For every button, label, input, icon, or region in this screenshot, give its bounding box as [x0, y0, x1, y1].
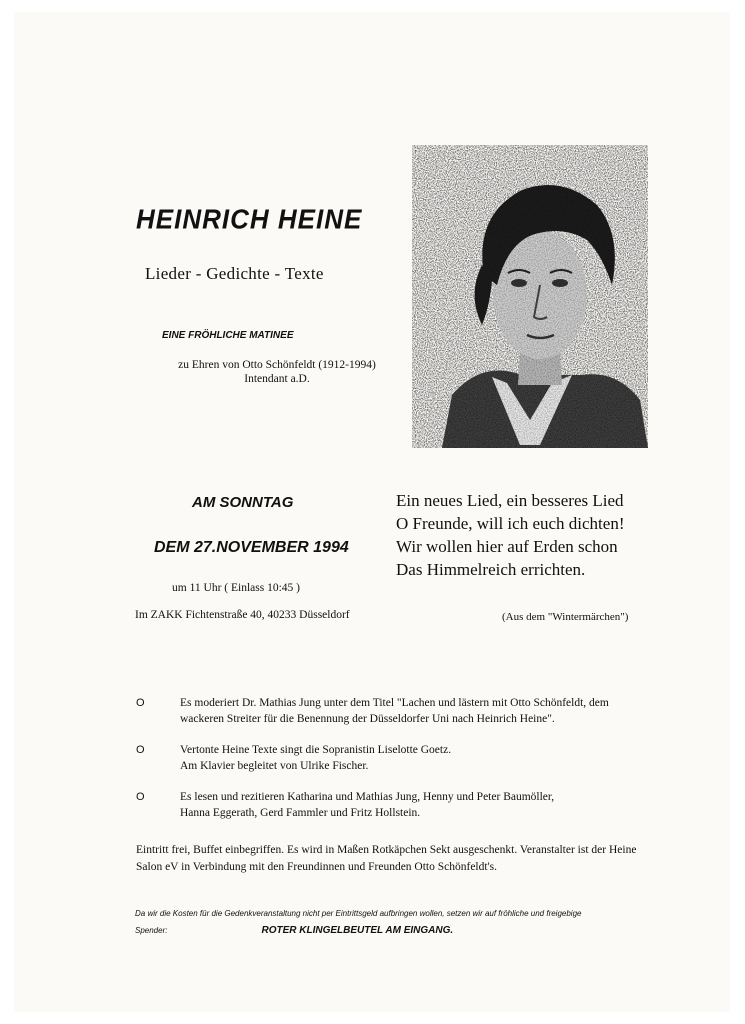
list-item-line: Vertonte Heine Texte singt die Sopranistin Liselotte Goetz.: [180, 744, 452, 756]
bullet-circle-icon: O: [136, 791, 145, 803]
flyer-page: [14, 12, 730, 1012]
poem-line: Das Himmelreich errichten.: [396, 560, 586, 579]
list-item-line: Es lesen und rezitieren Katharina und Mathias Jung, Henny und Peter Baumöller,: [180, 791, 555, 803]
list-item: [136, 742, 636, 774]
list-item-line: wackeren Streiter für die Benennung der Düsseldorfer Uni nach Heinrich Heine".: [180, 713, 555, 725]
event-date: DEM 27.NOVEMBER 1994: [154, 539, 349, 556]
entry-info: [136, 842, 676, 876]
donation-line-1: Da wir die Kosten für die Gedenkveranstaltung nicht per Eintrittsgeld aufbringen wollen, setzen wir auf fröhliche und freigebige: [135, 909, 582, 918]
donation-box-note: ROTER KLINGELBEUTEL AM EINGANG.: [261, 925, 454, 936]
heine-portrait-icon: [412, 145, 648, 448]
event-time: um 11 Uhr ( Einlass 10:45 ): [172, 582, 300, 594]
poem-line: O Freunde, will ich euch dichten!: [396, 514, 625, 533]
list-item-line: Hanna Eggerath, Gerd Fammler und Fritz Hollstein.: [180, 807, 421, 819]
honor-line-2: Intendant a.D.: [244, 373, 310, 385]
bullet-circle-icon: O: [136, 744, 145, 756]
event-label: EINE FRÖHLICHE MATINEE: [162, 330, 294, 341]
poem-line: Ein neues Lied, ein besseres Lied: [396, 491, 624, 510]
page-title: HEINRICH HEINE: [136, 203, 363, 235]
event-venue: Im ZAKK Fichtenstraße 40, 40233 Düsseldorf: [135, 609, 350, 621]
entry-line-2: Salon eV in Verbindung mit den Freundinnen und Freunden Otto Schönfeldt's.: [136, 861, 497, 873]
list-item: [136, 695, 636, 727]
poem-quote: [396, 489, 625, 581]
poem-source: (Aus dem "Wintermärchen"): [502, 611, 629, 623]
honor-line-1: zu Ehren von Otto Schönfeldt (1912-1994): [178, 359, 376, 371]
poem-line: Wir wollen hier auf Erden schon: [396, 537, 618, 556]
donation-note: [135, 905, 675, 939]
program-list: [136, 695, 636, 836]
list-item: [136, 789, 636, 821]
event-day: AM SONNTAG: [192, 494, 294, 511]
subtitle: Lieder - Gedichte - Texte: [145, 264, 324, 283]
list-item-line: Es moderiert Dr. Mathias Jung unter dem Titel "Lachen und lästern mit Otto Schönfeldt, dem: [180, 697, 609, 709]
donor-label: Spender:: [135, 926, 168, 935]
honor-text: [168, 358, 386, 386]
entry-line-1: Eintritt frei, Buffet einbegriffen. Es wird in Maßen Rotkäpchen Sekt ausgeschenkt. Veranstalter ist der Heine: [136, 844, 637, 856]
list-item-line: Am Klavier begleitet von Ulrike Fischer.: [180, 760, 369, 772]
bullet-circle-icon: O: [136, 697, 145, 709]
